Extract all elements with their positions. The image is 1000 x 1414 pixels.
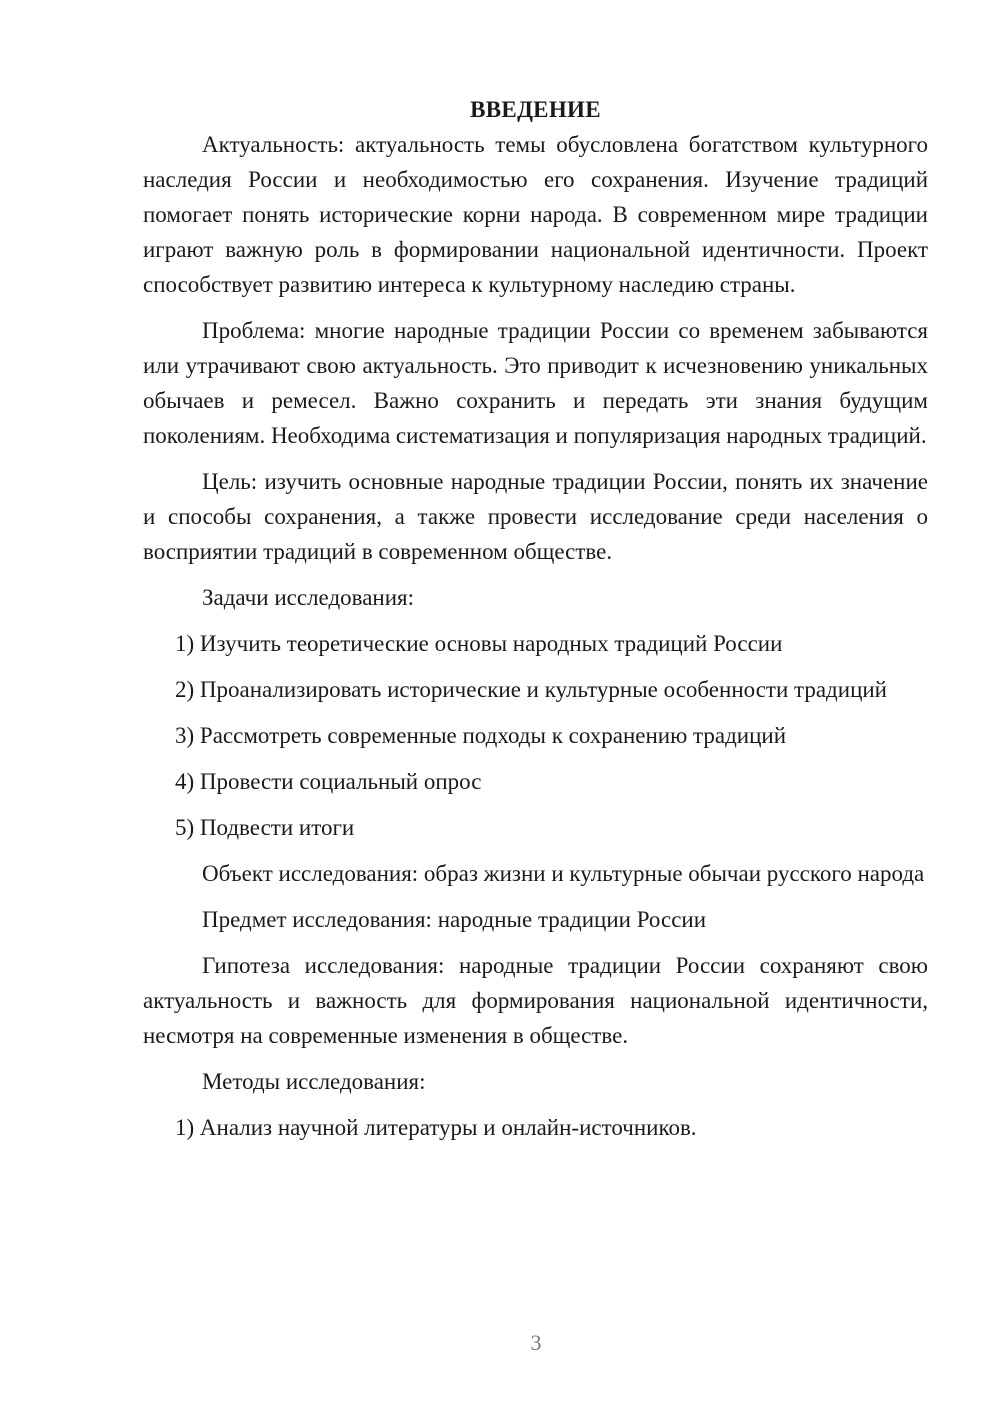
task-item-1: 1) Изучить теоретические основы народных традиций России — [175, 631, 783, 656]
section-title: ВВЕДЕНИЕ — [470, 97, 601, 122]
page-number: 3 — [530, 1330, 542, 1355]
page-content — [143, 92, 928, 1145]
paragraph-problem: Проблема: многие народные традиции России со временем забываются или утрачивают свою актуальность. Это приводит к исчезновению уникальных обычаев и ремесел. Важно сохранить и передать эти знания будущим поколениям. Необходима систематизация и популяризация народных традиций. — [143, 318, 928, 448]
paragraph-relevance: Актуальность: актуальность темы обусловлена богатством культурного наследия России и необходимостью его сохранения. Изучение традиций помогает понять исторические корни народа. В современном мире традиции играют важную роль в формировании национальной идентичности. Проект способствует развитию интереса к культурному наследию страны. — [143, 132, 928, 297]
paragraph-object: Объект исследования: образ жизни и культурные обычаи русского народа — [202, 861, 925, 886]
method-item-1: 1) Анализ научной литературы и онлайн-источников. — [175, 1115, 697, 1140]
tasks-heading: Задачи исследования: — [202, 585, 415, 610]
task-item-2: 2) Проанализировать исторические и культурные особенности традиций — [175, 677, 887, 702]
paragraph-hypothesis: Гипотеза исследования: народные традиции России сохраняют свою актуальность и важность для формирования национальной идентичности, несмотря на современные изменения в обществе. — [143, 953, 928, 1048]
task-item-3: 3) Рассмотреть современные подходы к сохранению традиций — [175, 723, 787, 748]
task-item-5: 5) Подвести итоги — [175, 815, 355, 840]
methods-heading: Методы исследования: — [202, 1069, 426, 1094]
paragraph-goal: Цель: изучить основные народные традиции России, понять их значение и способы сохранения, а также провести исследование среди населения о восприятии традиций в современном обществе. — [143, 469, 928, 564]
paragraph-subject: Предмет исследования: народные традиции России — [202, 907, 707, 932]
task-item-4: 4) Провести социальный опрос — [175, 769, 482, 794]
